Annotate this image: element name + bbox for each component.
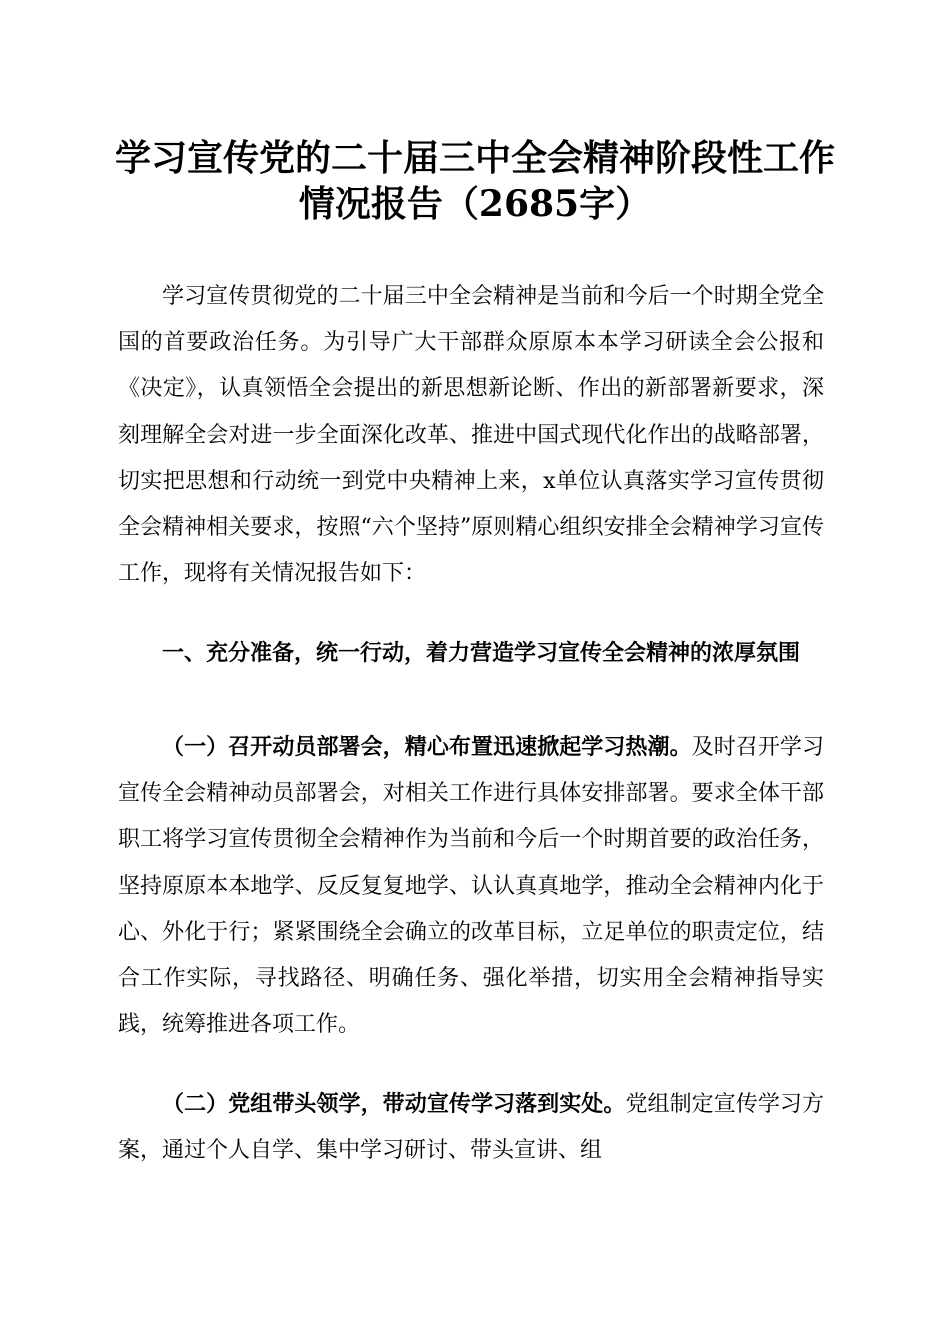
section-1-heading: 一、充分准备，统一行动，着力营造学习宣传全会精神的浓厚氛围 (162, 641, 801, 666)
item-2-paragraph (118, 1081, 824, 1174)
intro-paragraph: 学习宣传贯彻党的二十届三中全会精神是当前和今后一个时期全党全国的首要政治任务。为引导广大干部群众原原本本学习研读全会公报和《决定》，认真领悟全会提出的新思想新论断、作出的新部署新要求，深刻理解全会对进一步全面深化改革、推进中国式现代化作出的战略部署，切实把思想和行动统一到党中央精神上来，x单位认真落实学习宣传贯彻全会精神相关要求，按照“六个坚持”原则精心组织安排全会精神学习宣传工作，现将有关情况报告如下： (118, 284, 824, 587)
item-1-paragraph (118, 724, 824, 1048)
document-title-line-1: 学习宣传党的二十届三中全会精神阶段性工作 (114, 137, 835, 179)
item-2-body: 党组制定宣传学习方案，通过个人自学、集中学习研讨、带头宣讲、组 (118, 1092, 824, 1164)
document-title-line-2: 情况报告（2685字） (298, 183, 652, 225)
item-1-lead: （一）召开动员部署会，精心布置迅速掀起学习热潮。 (162, 734, 692, 760)
item-2-lead: （二）党组带头领学，带动宣传学习落到实处。 (162, 1091, 626, 1117)
item-1-body: 及时召开学习宣传全会精神动员部署会，对相关工作进行具体安排部署。要求全体干部职工将学习宣传贯彻全会精神作为当前和今后一个时期首要的政治任务，坚持原原本本地学、反反复复地学、认认真真地学，推动全会精神内化于心、外化于行；紧紧围绕全会确立的改革目标，立足单位的职责定位，结合工作实际，寻找路径、明确任务、强化举措，切实用全会精神指导实践，统筹推进各项工作。 (118, 735, 824, 1038)
